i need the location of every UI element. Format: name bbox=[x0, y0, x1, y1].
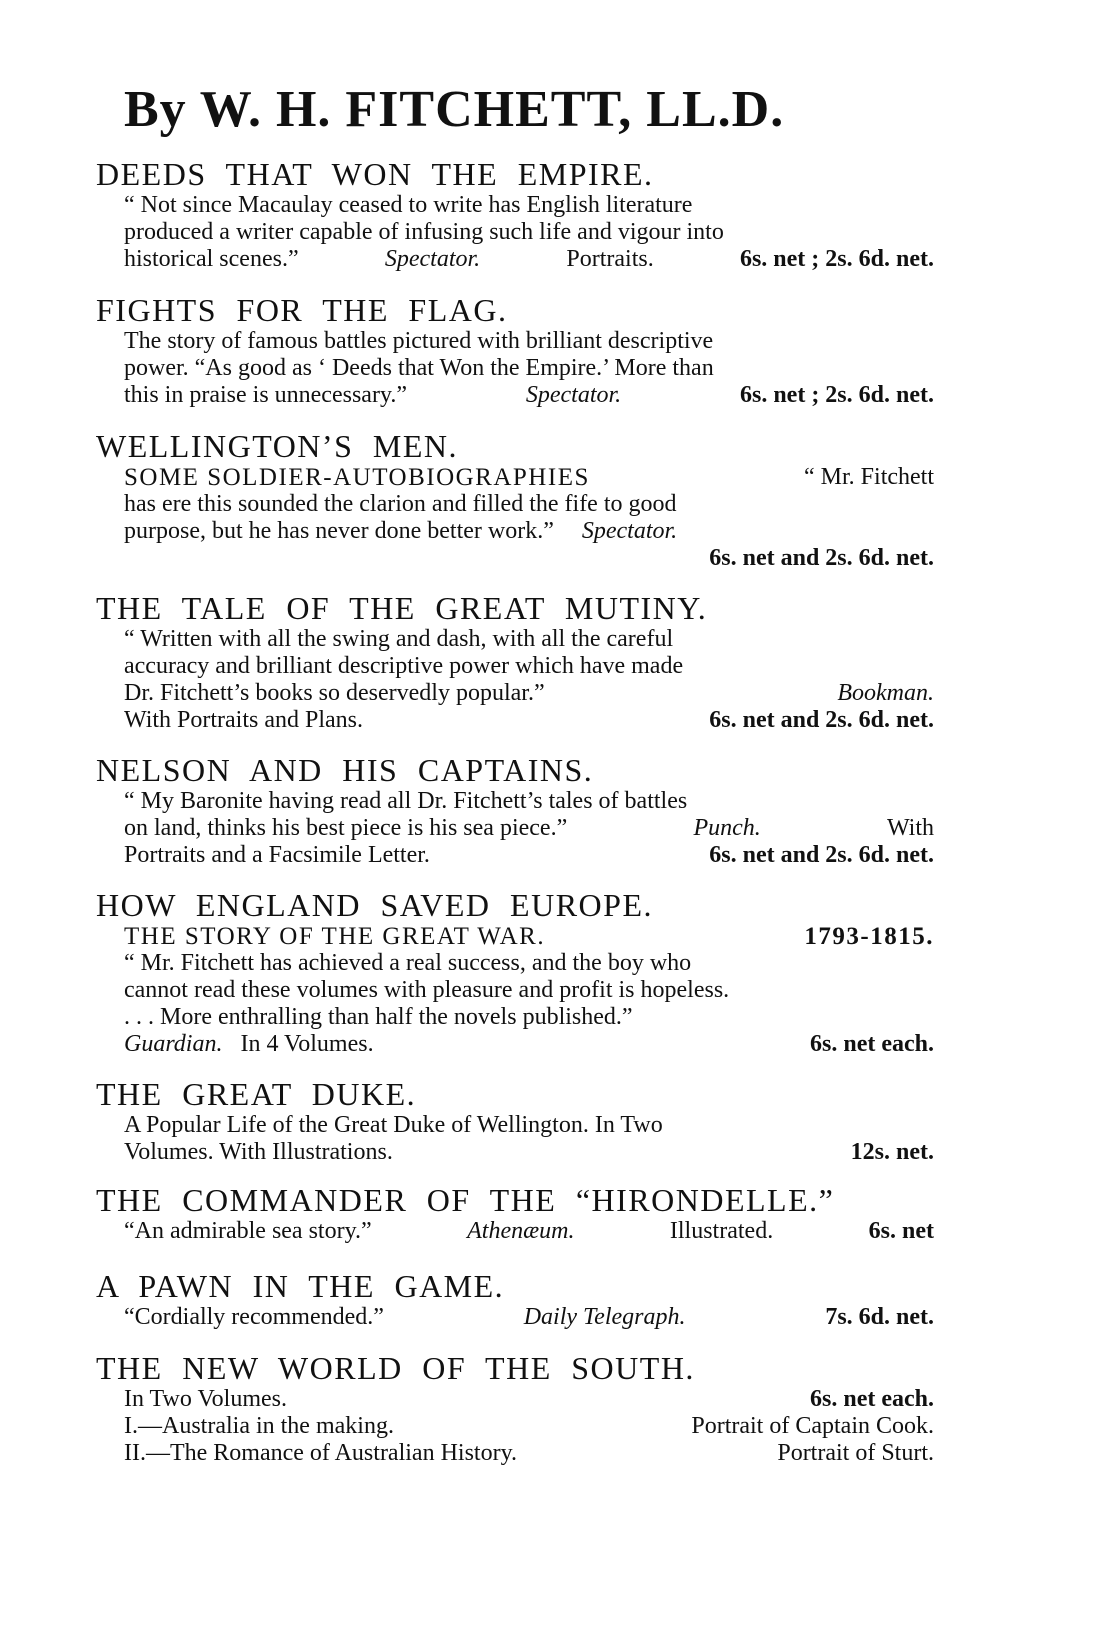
description-line bbox=[124, 328, 934, 355]
description-line bbox=[124, 192, 934, 219]
text: produced a writer capable of infusing such life and vigour into bbox=[124, 219, 724, 245]
book-description bbox=[124, 1218, 934, 1245]
description-line bbox=[124, 1218, 934, 1245]
text: Dr. Fitchett’s books so deservedly popular.” bbox=[124, 680, 545, 706]
book-entry-deeds-that-won-the-empire bbox=[96, 156, 934, 273]
price: 6s. net and 2s. 6d. net. bbox=[709, 545, 934, 571]
description-line bbox=[124, 518, 934, 545]
price: 6s. net and 2s. 6d. net. bbox=[709, 842, 934, 868]
source-citation: Spectator. bbox=[581, 518, 678, 544]
book-entry-commander-of-the-hirondelle bbox=[96, 1182, 934, 1245]
book-description bbox=[124, 1386, 934, 1467]
source-citation: Spectator. bbox=[525, 382, 622, 408]
book-title: THE GREAT DUKE. bbox=[96, 1076, 417, 1112]
book-title: THE COMMANDER OF THE “HIRONDELLE.” bbox=[96, 1182, 835, 1218]
source-citation: Daily Telegraph. bbox=[523, 1304, 686, 1330]
text: Portrait of Sturt. bbox=[777, 1440, 934, 1466]
description-line bbox=[124, 788, 934, 815]
description-line bbox=[124, 355, 934, 382]
book-description bbox=[124, 1304, 934, 1331]
description-line bbox=[124, 1004, 934, 1031]
text: In Two Volumes. bbox=[124, 1386, 288, 1412]
book-entry-fights-for-the-flag bbox=[96, 292, 934, 409]
book-entry-wellingtons-men bbox=[96, 428, 934, 572]
text: accuracy and brilliant descriptive power which have made bbox=[124, 653, 684, 679]
book-entry-tale-of-the-great-mutiny bbox=[96, 590, 934, 734]
book-description bbox=[124, 626, 934, 734]
description-line bbox=[124, 1386, 934, 1413]
source-citation: Spectator. bbox=[384, 246, 481, 272]
price: 6s. net each. bbox=[810, 1386, 934, 1412]
description-line bbox=[124, 707, 934, 734]
book-title: FIGHTS FOR THE FLAG. bbox=[96, 292, 508, 328]
text: historical scenes.” bbox=[124, 246, 299, 272]
description-line bbox=[124, 1413, 934, 1440]
source-citation: Guardian. bbox=[124, 1031, 223, 1057]
description-line bbox=[124, 1304, 934, 1331]
description-line bbox=[124, 626, 934, 653]
book-entry-a-pawn-in-the-game bbox=[96, 1268, 934, 1331]
description-line bbox=[124, 842, 934, 869]
text: Portraits and a Facsimile Letter. bbox=[124, 842, 430, 868]
text: Portraits. bbox=[566, 246, 654, 272]
book-title: WELLINGTON’S MEN. bbox=[96, 428, 458, 464]
book-description bbox=[124, 192, 934, 273]
book-title: DEEDS THAT WON THE EMPIRE. bbox=[96, 156, 654, 192]
book-title: A PAWN IN THE GAME. bbox=[96, 1268, 505, 1304]
description-line bbox=[124, 653, 934, 680]
book-description bbox=[124, 923, 934, 1058]
text: Illustrated. bbox=[669, 1218, 774, 1244]
text: . . . More enthralling than half the novels published.” bbox=[124, 1004, 633, 1030]
text: power. “As good as ‘ Deeds that Won the Empire.’ More than bbox=[124, 355, 714, 381]
book-title: HOW ENGLAND SAVED EUROPE. bbox=[96, 887, 653, 923]
book-title: NELSON AND HIS CAPTAINS. bbox=[96, 752, 594, 788]
text: “ Mr. Fitchett has achieved a real success, and the boy who bbox=[124, 950, 692, 976]
date-range: 1793-1815. bbox=[804, 923, 934, 950]
price: 6s. net ; 2s. 6d. net. bbox=[739, 382, 934, 408]
text: “ Written with all the swing and dash, with all the careful bbox=[124, 626, 674, 652]
description-line bbox=[124, 977, 934, 1004]
description-line bbox=[124, 219, 934, 246]
text: With Portraits and Plans. bbox=[124, 707, 364, 733]
book-description bbox=[124, 464, 934, 572]
description-line bbox=[124, 923, 934, 950]
description-line bbox=[124, 545, 934, 572]
description-line bbox=[124, 491, 934, 518]
book-entry-the-great-duke bbox=[96, 1076, 934, 1166]
price: 7s. 6d. net. bbox=[825, 1304, 934, 1330]
subtitle: THE STORY OF THE GREAT WAR. bbox=[124, 923, 546, 950]
text: II.—The Romance of Australian History. bbox=[124, 1440, 518, 1466]
price: 6s. net bbox=[868, 1218, 934, 1244]
description-line bbox=[124, 680, 934, 707]
book-description bbox=[124, 1112, 934, 1166]
description-line bbox=[124, 1139, 934, 1166]
book-title: THE NEW WORLD OF THE SOUTH. bbox=[96, 1350, 695, 1386]
text: “ Mr. Fitchett bbox=[804, 464, 934, 490]
text: cannot read these volumes with pleasure and profit is hopeless. bbox=[124, 977, 730, 1003]
book-title: THE TALE OF THE GREAT MUTINY. bbox=[96, 590, 708, 626]
description-line bbox=[124, 246, 934, 273]
book-entry-nelson-and-his-captains bbox=[96, 752, 934, 869]
text: I.—Australia in the making. bbox=[124, 1413, 394, 1439]
subtitle: SOME SOLDIER-AUTOBIOGRAPHIES bbox=[124, 464, 590, 491]
price: 6s. net each. bbox=[810, 1031, 934, 1057]
text: “ Not since Macaulay ceased to write has English literature bbox=[124, 192, 693, 218]
source-citation: Athenæum. bbox=[467, 1218, 575, 1244]
text: With bbox=[886, 815, 934, 841]
book-description bbox=[124, 328, 934, 409]
book-description bbox=[124, 788, 934, 869]
description-line bbox=[124, 1440, 934, 1467]
text: A Popular Life of the Great Duke of Wellington. In Two bbox=[124, 1112, 663, 1138]
book-entry-new-world-of-the-south bbox=[96, 1350, 934, 1467]
source-citation: Bookman. bbox=[837, 680, 934, 706]
text: Portrait of Captain Cook. bbox=[691, 1413, 934, 1439]
text: “ My Baronite having read all Dr. Fitchett’s tales of battles bbox=[124, 788, 688, 814]
description-line bbox=[124, 815, 934, 842]
description-line bbox=[124, 1031, 934, 1058]
price: 6s. net and 2s. 6d. net. bbox=[709, 707, 934, 733]
description-line bbox=[124, 1112, 934, 1139]
text: “Cordially recommended.” bbox=[124, 1304, 384, 1330]
price: 6s. net ; 2s. 6d. net. bbox=[739, 246, 934, 272]
text: The story of famous battles pictured with brilliant descriptive bbox=[124, 328, 714, 354]
source-citation: Punch. bbox=[693, 815, 761, 841]
description-line bbox=[124, 464, 934, 491]
description-line bbox=[124, 950, 934, 977]
text: Volumes. With Illustrations. bbox=[124, 1139, 393, 1165]
price: 12s. net. bbox=[850, 1139, 934, 1165]
text: on land, thinks his best piece is his sea piece.” bbox=[124, 815, 568, 841]
text: this in praise is unnecessary.” bbox=[124, 382, 408, 408]
description-line bbox=[124, 382, 934, 409]
text: has ere this sounded the clarion and filled the fife to good bbox=[124, 491, 677, 517]
text: purpose, but he has never done better work.” bbox=[124, 518, 554, 544]
book-entry-how-england-saved-europe bbox=[96, 887, 934, 1058]
text: In 4 Volumes. bbox=[240, 1031, 374, 1057]
page-title: By W. H. FITCHETT, LL.D. bbox=[124, 81, 785, 138]
text: “An admirable sea story.” bbox=[124, 1218, 372, 1244]
citation-group bbox=[124, 1031, 374, 1058]
